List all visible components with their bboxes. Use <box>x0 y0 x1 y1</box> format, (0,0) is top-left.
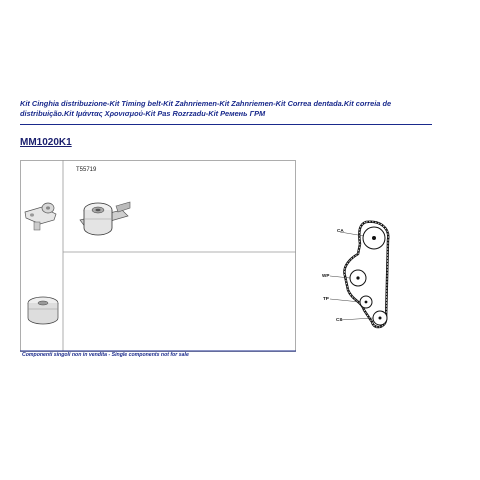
diagram-label-tp: TP <box>323 296 329 301</box>
parts-table <box>20 160 300 360</box>
tensioner-pulley-icon <box>72 188 132 248</box>
kit-code: MM1020K1 <box>20 137 72 148</box>
idler-pulley-icon <box>24 294 62 330</box>
part-code-t55719: T55719 <box>76 167 97 173</box>
kit-description-header: Kit Cinghia distribuzione-Kit Timing belt-Kit Zahnriemen-Kit Zahnriemen-Kit Correa dentada.Kit correia de distribuição.Kit Ιμάντας Χρονισμού-Kit Pas Rozrzadu-Kit Ремень ГРМ <box>20 99 392 118</box>
belt-routing-diagram <box>318 214 398 334</box>
header-divider <box>20 124 432 125</box>
diagram-label-cs: CS <box>336 317 343 322</box>
tensioner-bracket-icon <box>22 198 60 234</box>
diagram-label-ca: CA <box>337 228 344 233</box>
footer-note: Componenti singoli non in vendita - Single components not for sale <box>22 352 189 358</box>
diagram-label-wp: WP <box>322 273 330 278</box>
